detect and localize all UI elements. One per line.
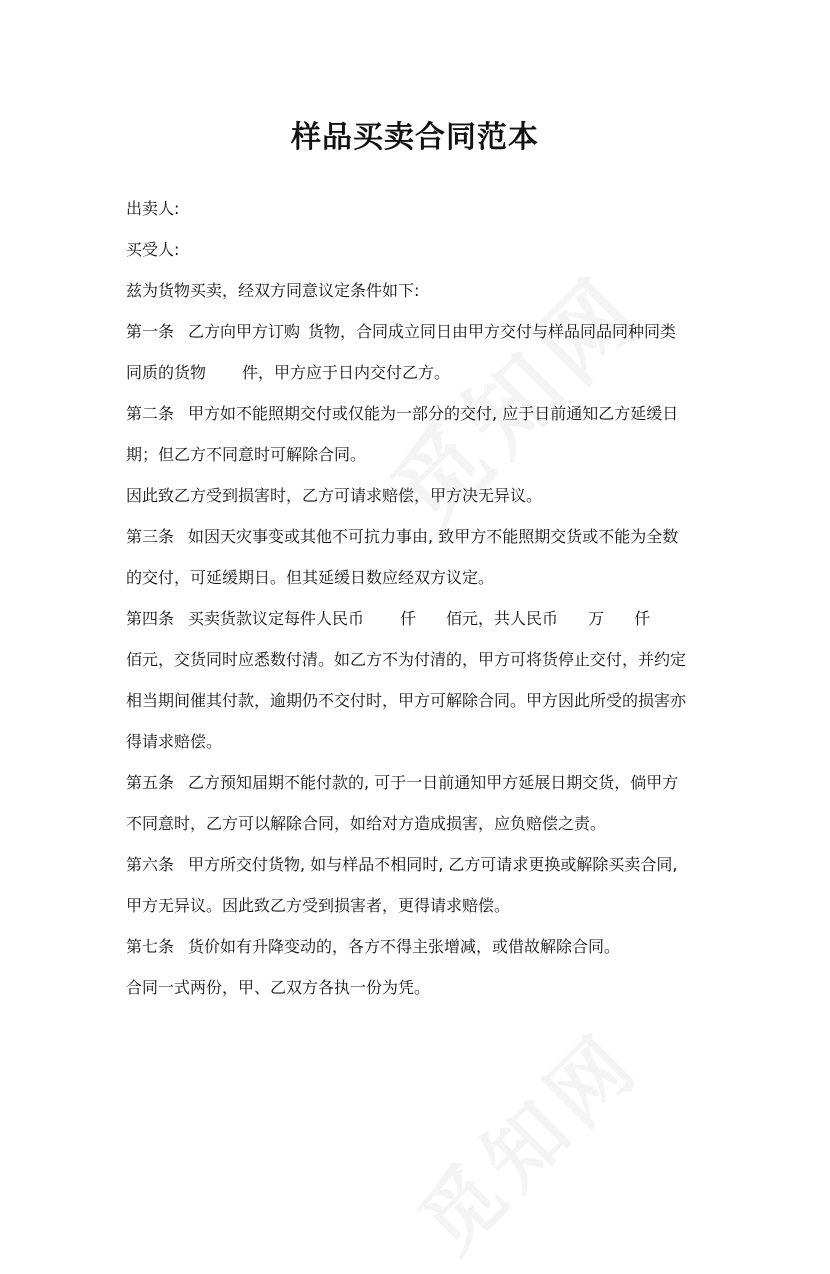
contract-body	[126, 188, 716, 1008]
article-3-label: 第三条	[126, 527, 175, 546]
article-6-line-1	[126, 844, 716, 885]
article-1-text-d: 件，甲方应于日内交付乙方。	[242, 363, 451, 382]
article-4-label: 第四条	[126, 609, 175, 628]
buyer-line: 买受人:	[126, 240, 180, 259]
article-2-line-2: 期；但乙方不同意时可解除合同。	[126, 445, 367, 464]
article-2-text-a: 甲方如不能照期交付或仅能为一部分的交付, 应于日前通知乙方延缓日	[188, 404, 679, 423]
article-4-text-e: 仟	[634, 609, 651, 628]
article-4-text-c: 佰元，共人民币	[446, 609, 559, 628]
article-4-line-4: 得请求赔偿。	[126, 732, 223, 751]
watermark	[389, 1001, 661, 1273]
article-6-line-2: 甲方无异议。因此致乙方受到损害者，更得请求赔偿。	[126, 896, 511, 915]
seller-line: 出卖人:	[126, 199, 180, 218]
article-4-line-3: 相当期间催其付款，逾期仍不交付时，甲方可解除合同。甲方因此所受的损害亦	[126, 691, 687, 710]
article-1-line-1	[126, 311, 716, 352]
article-1-text-c: 同质的货物	[126, 363, 207, 382]
page-title: 样品买卖合同范本	[291, 120, 539, 155]
closing-line: 合同一式两份，甲、乙双方各执一份为凭。	[126, 978, 431, 997]
article-1-text-b: 货物，合同成立同日由甲方交付与样品同品同种同类	[308, 322, 677, 341]
article-2-line-1	[126, 393, 716, 434]
article-1-text-a: 乙方向甲方订购	[188, 322, 301, 341]
article-7-line-1	[126, 926, 716, 967]
article-4-text-d: 万	[588, 609, 605, 628]
article-4-line-1	[126, 598, 716, 639]
article-4-line-2: 佰元，交货同时应悉数付清。如乙方不为付清的，甲方可将货停止交付，并约定	[126, 650, 687, 669]
article-3-text-a: 如因天灾事变或其他不可抗力事由, 致甲方不能照期交货或不能为全数	[188, 527, 679, 546]
article-7-label: 第七条	[126, 937, 175, 956]
article-4-text-b: 仟	[400, 609, 417, 628]
article-5-label: 第五条	[126, 773, 175, 792]
article-6-text-a: 甲方所交付货物, 如与样品不相同时, 乙方可请求更换或解除买卖合同,	[188, 855, 678, 874]
article-7-text-a: 货价如有升降变动的，各方不得主张增减，或借故解除合同。	[188, 937, 621, 956]
article-4-text-a: 买卖货款议定每件人民币	[188, 609, 365, 628]
article-5-text-a: 乙方预知届期不能付款的, 可于一日前通知甲方延展日期交货，倘甲方	[188, 773, 679, 792]
article-1-label: 第一条	[126, 322, 175, 341]
article-5-line-1	[126, 762, 716, 803]
article-2-label: 第二条	[126, 404, 175, 423]
article-3-line-2: 的交付，可延缓期日。但其延缓日数应经双方议定。	[126, 568, 495, 587]
article-3-line-1	[126, 516, 716, 557]
article-2-line-3: 因此致乙方受到损害时，乙方可请求赔偿，甲方决无异议。	[126, 486, 543, 505]
article-6-label: 第六条	[126, 855, 175, 874]
article-1-line-2	[126, 352, 716, 393]
preamble-line: 兹为货物买卖，经双方同意议定条件如下:	[126, 281, 420, 300]
article-5-line-2: 不同意时，乙方可以解除合同，如给对方造成损害，应负赔偿之责。	[126, 814, 607, 833]
